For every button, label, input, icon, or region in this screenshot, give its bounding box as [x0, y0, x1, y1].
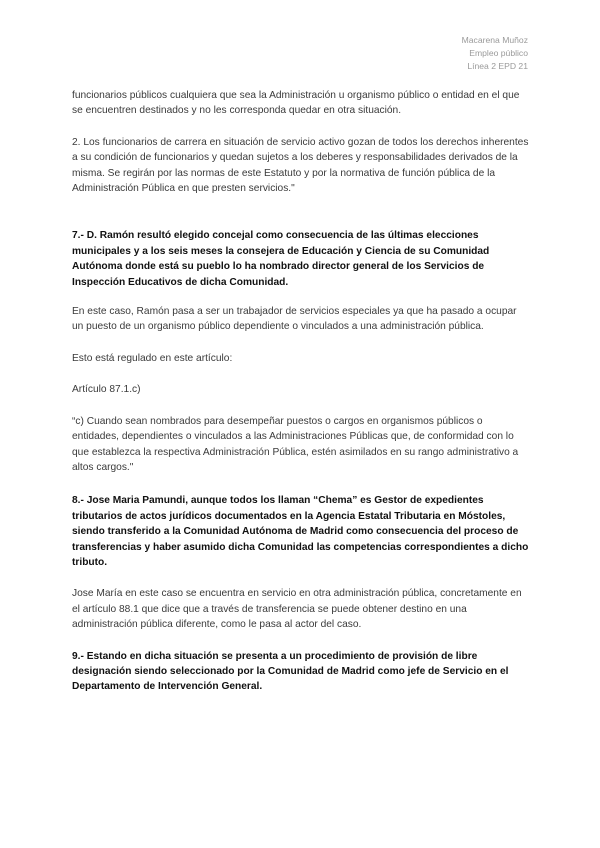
- answer-8-paragraph-1: Jose María en este caso se encuentra en servicio en otra administración pública, concretamente en el artículo 88.1 que dice que a través de transferencia se puede obtener destino en una administración pública diferente, como le pasa al actor del caso.: [72, 588, 522, 631]
- question-8: 8.- Jose Maria Pamundi, aunque todos los llaman “Chema” es Gestor de expedientes tributarios de actos jurídicos documentados en la Agencia Estatal Tributaria en Móstoles, siendo transferido a la Comunidad Autónoma de Madrid como consecuencia del proceso de transferencias y haber asumido dicha Comunidad las competencias correspondientes a dicho tributo.: [72, 495, 529, 568]
- header-group: Línea 2 EPD 21: [467, 61, 528, 72]
- document-body: [72, 88, 530, 695]
- answer-7-paragraph-1: En este caso, Ramón pasa a ser un trabajador de servicios especiales ya que ha pasado a ocupar un puesto de un organismo público dependiente o vinculados a una administración pública.: [72, 306, 517, 333]
- header-subject: Empleo público: [469, 48, 528, 59]
- question-9: 9.- Estando en dicha situación se presenta a un procedimiento de provisión de libre designación siendo seleccionado por la Comunidad de Madrid como jefe de Servicio en el Departamento de Intervención General.: [72, 650, 509, 693]
- page-header: [462, 34, 528, 74]
- question-7: 7.- D. Ramón resultó elegido concejal como consecuencia de las últimas elecciones municipales y a los seis meses la consejera de Educación y Ciencia de su Comunidad Autónoma donde está su pueblo lo ha nombrado director general de los Servicios de Inspección Educativos de dicha Comunidad.: [72, 230, 490, 288]
- answer-7-paragraph-2: Esto está regulado en este artículo:: [72, 352, 233, 364]
- answer-7-quote: “c) Cuando sean nombrados para desempeñar puestos o cargos en organismos públicos o entidades, dependientes o vinculados a las Administraciones Públicas que, de conformidad con lo que establezca la respectiva Administración Pública, estén asimilados en su rango administrativo a altos cargos.": [72, 415, 519, 473]
- paragraph-article-point-2: 2. Los funcionarios de carrera en situación de servicio activo gozan de todos los derechos inherentes a su condición de funcionarios y quedan sujetos a los deberes y responsabilidades derivados de la misma. Se regirán por las normas de este Estatuto y por la normativa de función pública de la Administración Pública en que presten servicios.": [72, 136, 529, 195]
- answer-7-article-reference: Artículo 87.1.c): [72, 384, 141, 396]
- header-author: Macarena Muñoz: [461, 35, 528, 45]
- paragraph-continuation: funcionarios públicos cualquiera que sea la Administración u organismo público o entidad en el que se encuentren destinados y no les corresponda quedar en otra situación.: [72, 90, 520, 117]
